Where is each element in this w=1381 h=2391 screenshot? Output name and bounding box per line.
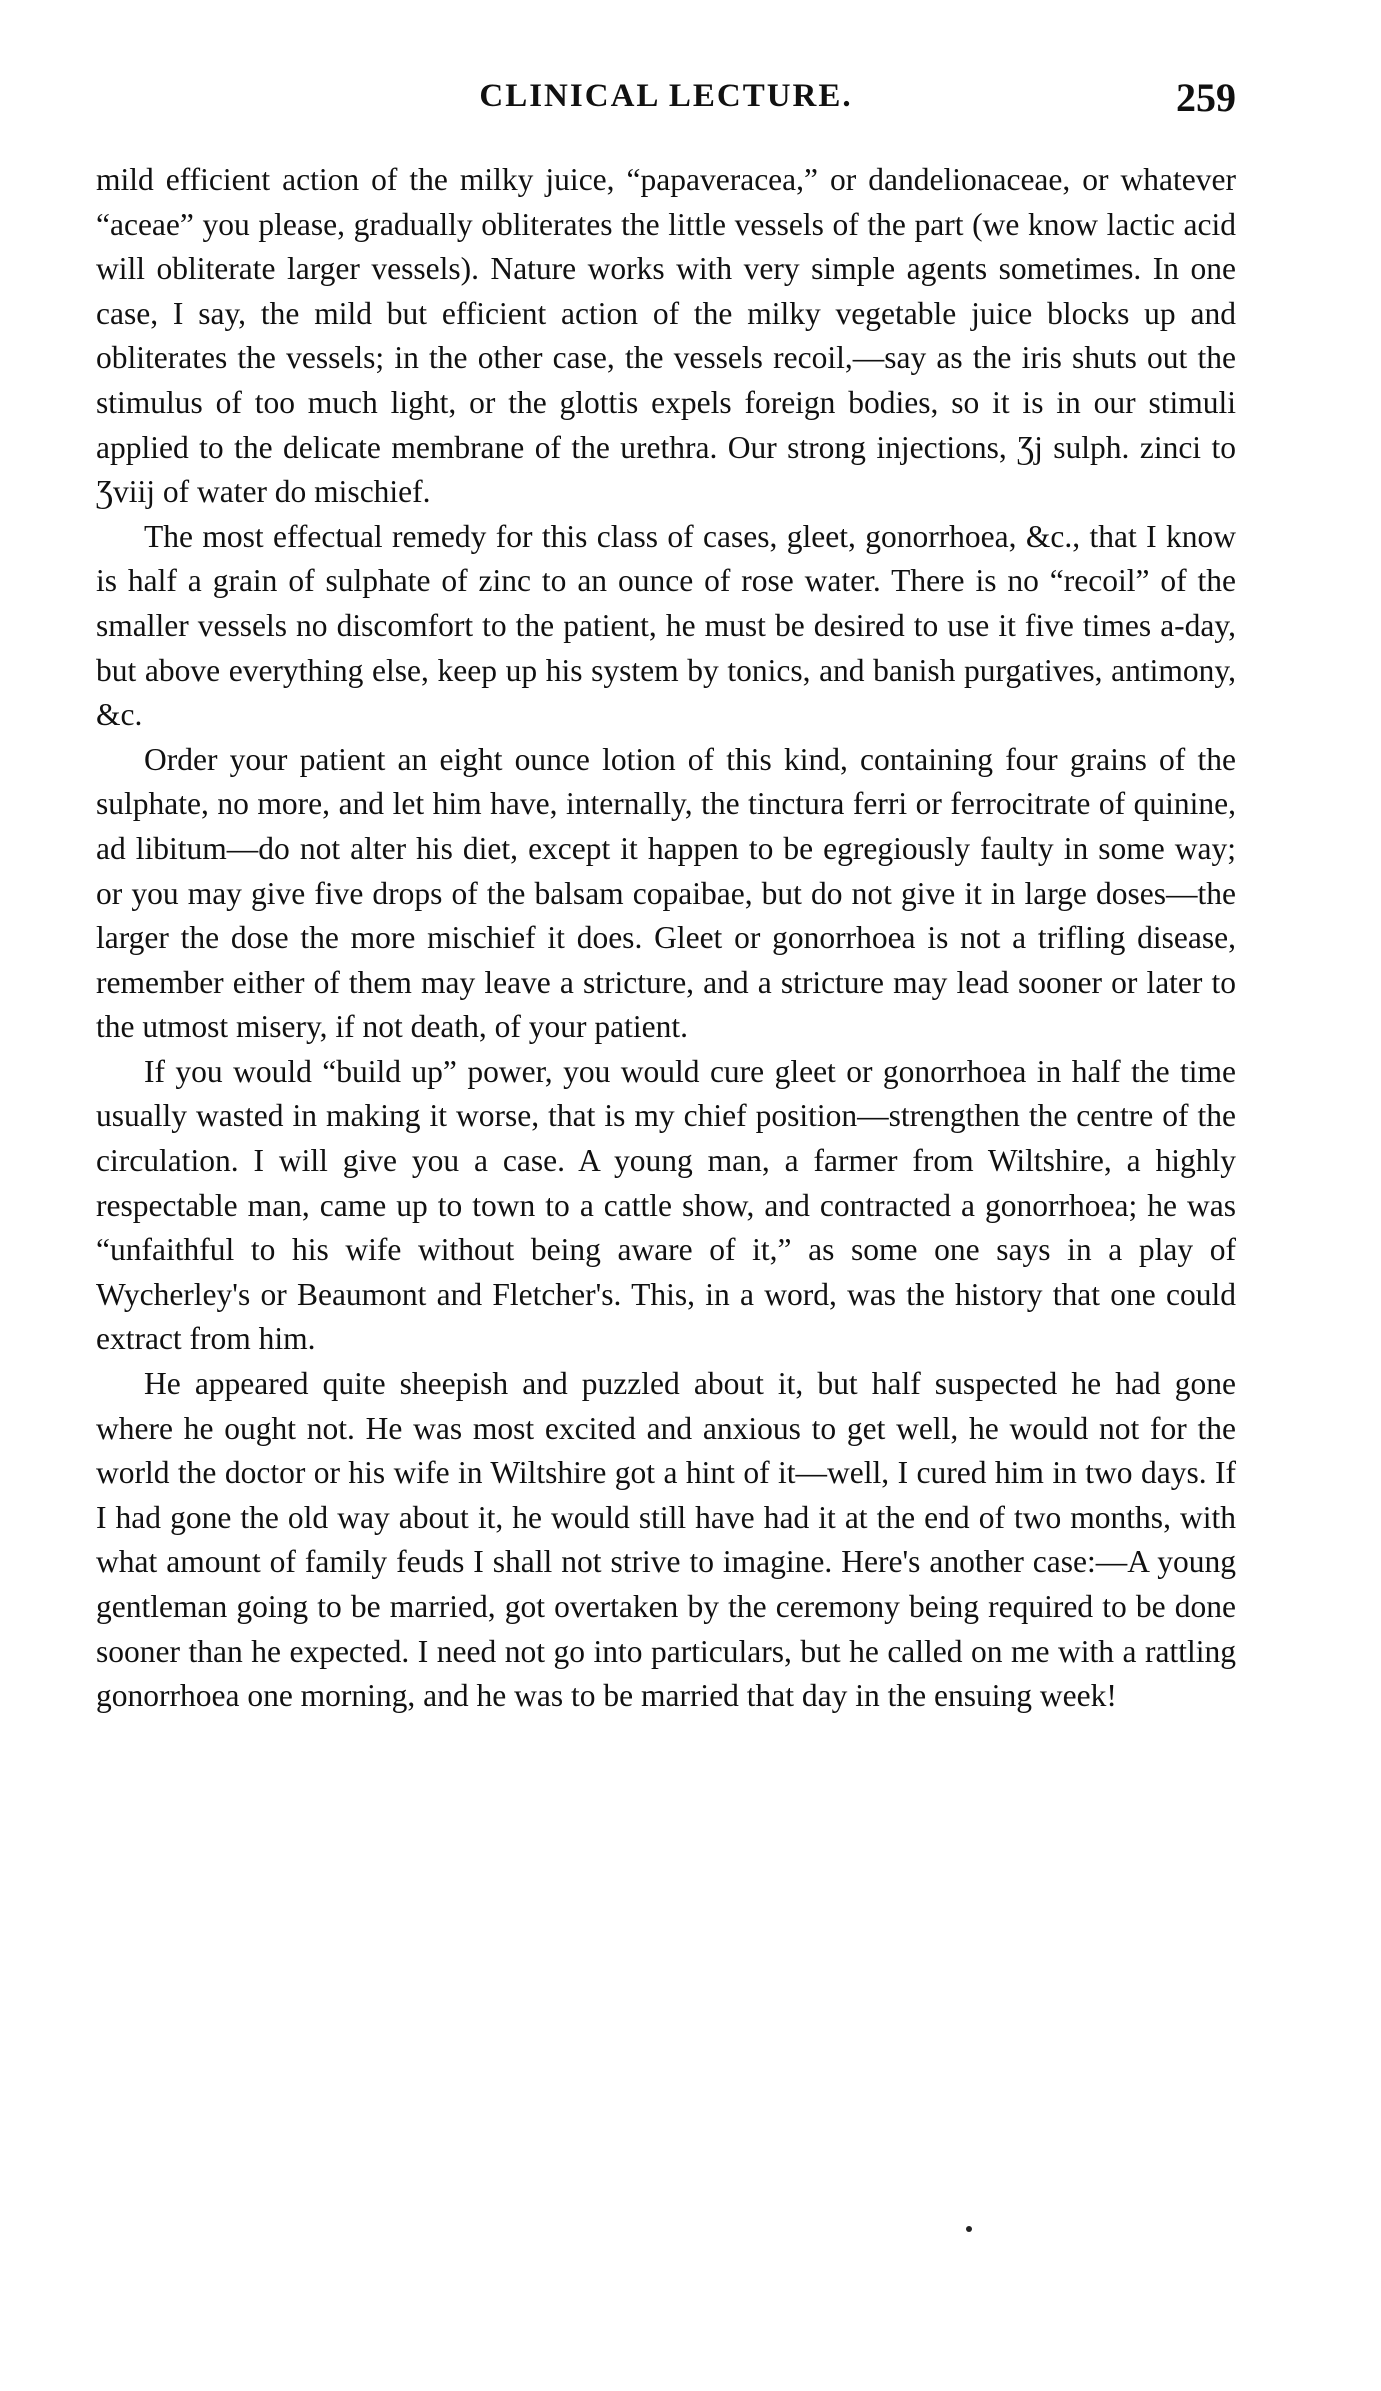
printer-mark	[966, 2226, 972, 2232]
page-header	[96, 75, 1236, 128]
paragraph-1: mild efficient action of the milky juice, “papaveracea,” or dandelionaceae, or whatever “aceae” you please, gradually obliterates the little vessels of the part (we know lactic acid will obliterate larger vessels). Nature works with very simple agents sometimes. In one case, I say, the mild but efficient action of the milky vegetable juice blocks up and obliterates the vessels; in the other case, the vessels recoil,—say as the iris shuts out the stimulus of too much light, or the glottis expels foreign bodies, so it is in our stimuli applied to the delicate membrane of the urethra. Our strong injections, Ʒj sulph. zinci to Ʒviij of water do mischief.	[96, 162, 1236, 510]
page-number: 259	[1176, 75, 1236, 120]
running-head: CLINICAL LECTURE.	[479, 78, 853, 114]
paragraph-2: The most effectual remedy for this class of cases, gleet, gonorrhoea, &c., that I know is half a grain of sulphate of zinc to an ounce of rose water. There is no “recoil” of the smaller vessels no discomfort to the patient, he must be desired to use it five times a-day, but above everything else, keep up his system by tonics, and banish purgatives, antimony, &c.	[96, 518, 1236, 733]
paragraph-4: If you would “build up” power, you would cure gleet or gonorrhoea in half the time usually wasted in making it worse, that is my chief position—strengthen the centre of the circulation. I will give you a case. A young man, a farmer from Wiltshire, a highly respectable man, came up to town to a cattle show, and contracted a gonorrhoea; he was “unfaithful to his wife without being aware of it,” as some one says in a play of Wycherley's or Beaumont and Fletcher's. This, in a word, was the history that one could extract from him.	[96, 1053, 1236, 1357]
paragraph-5: He appeared quite sheepish and puzzled about it, but half suspected he had gone where he ought not. He was most excited and anxious to get well, he would not for the world the doctor or his wife in Wiltshire got a hint of it—well, I cured him in two days. If I had gone the old way about it, he would still have had it at the end of two months, with what amount of family feuds I shall not strive to imagine. Here's another case:—A young gentleman going to be married, got overtaken by the ceremony being required to be done sooner than he expected. I need not go into particulars, but he called on me with a rattling gonorrhoea one morning, and he was to be married that day in the ensuing week!	[96, 1366, 1236, 1714]
paragraph-3: Order your patient an eight ounce lotion of this kind, containing four grains of the sulphate, no more, and let him have, internally, the tinctura ferri or ferrocitrate of quinine, ad libitum—do not alter his diet, except it happen to be egregiously faulty in some way; or you may give five drops of the balsam copaibae, but do not give it in large doses—the larger the dose the more mischief it does. Gleet or gonorrhoea is not a trifling disease, remember either of them may leave a stricture, and a stricture may lead sooner or later to the utmost misery, if not death, of your patient.	[96, 741, 1236, 1045]
body-text	[96, 158, 1236, 1719]
